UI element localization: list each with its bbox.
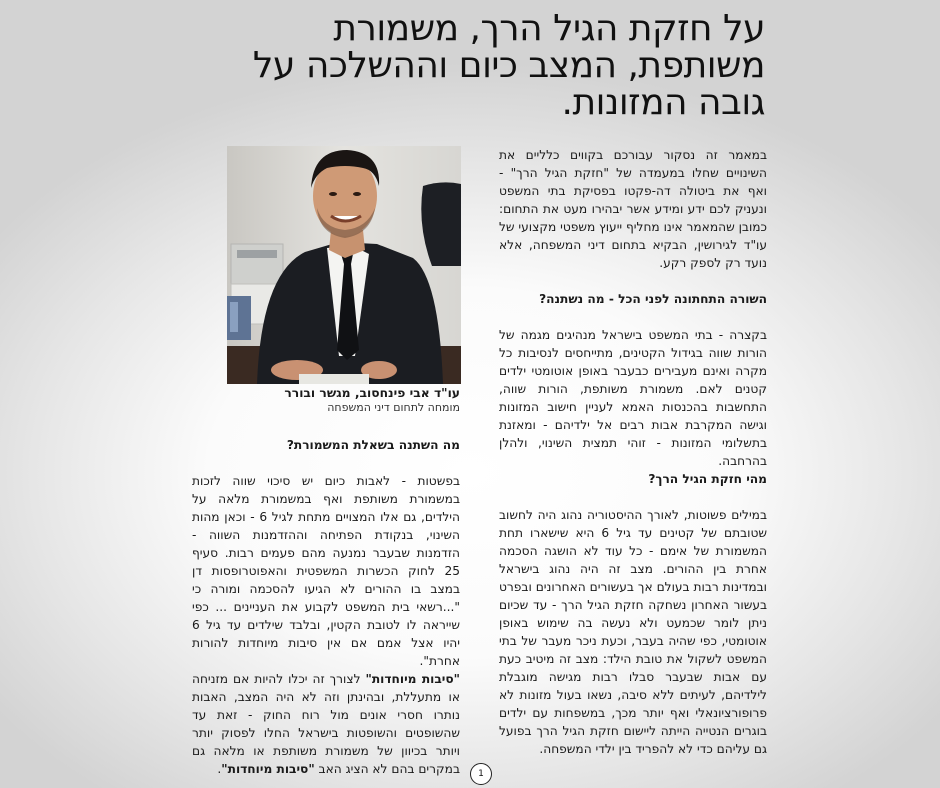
special-reasons-end: . [217, 762, 222, 776]
special-reasons-term: "סיבות מיוחדות" [365, 672, 460, 686]
heading-bottom-line: השורה התחתונה לפני הכל - מה נשתנה? [539, 292, 767, 306]
page-number: 1 [470, 763, 492, 785]
special-reasons-text: לצורך זה יכלו להיות אם מזניחה או מתעללת, ובהינתן וזה לא היה המצב, האבות נותרו חסרי אונים מול רוח החוק - זאת עד שהשופטים והשופטות בישראל החלו לפסוק יותר ויותר בכיוון של משמורת משותפת או מלאה גם במקרים בהם לא הציג האב [192, 672, 460, 776]
paragraph-custody: בפשטות - לאבות כיום יש סיכוי שווה לזכות במשמורת משותפת ואף במשמורת מלאה על הילדים, גם אלו המצויים מתחת לגיל 6 - וכאן מהות השינוי, בנקודת הפתיחה וההזדמנות השווה - הזדמנות שבעבר נמנעה מהם פעמים רבות. סעיף 25 לחוק הכשרות המשפטית והאפוטרופסות דן במצב בו ההורים לא הגיעו להסכמה ומורה כי "...רשאי בית המשפט לקבוע את העניינים ... כפי שייראה לו לטובת הקטין, ובלבד שילדים עד גיל 6 יהיו אצל אמם אם אין סיבות מיוחדות להורות אחרת". [192, 474, 460, 668]
author-role: מומחה לתחום דיני המשפחה [327, 401, 460, 414]
special-reasons-term-end: "סיבות מיוחדות" [221, 762, 315, 776]
paragraph-summary: בקצרה - בתי המשפט בישראל מנהיגים מגמה של הורות שווה בגידול הקטינים, מתייחסים לנסיבות כל מקרה ואינם מעבירים כבעבר באופן אוטומטי ילדים קטנים לאם. משמורת משותפת, הורות שווה, התחשבות בהכנסות האמא לעניין חישוב המזונות וגישה המקרבת אבות רבים אל ילדיהם - ומאזנת בתשלומי המזונות - זוהי תמצית השינוי, ולהלן בהרחבה. [499, 328, 767, 468]
author-caption [220, 385, 460, 415]
author-photo [227, 146, 461, 384]
paragraph-special-reasons [192, 670, 460, 778]
right-column [499, 146, 767, 758]
heading-tender-age: מהי חזקת הגיל הרך? [648, 472, 767, 486]
left-column [192, 436, 460, 778]
article-title: על חזקת הגיל הרך, משמורת משותפת, המצב כיום וההשלכה על גובה המזונות. [252, 8, 765, 123]
paragraph-tender-age: במילים פשוטות, לאורך ההיסטוריה נהוג היה לחשוב שטובתם של קטינים עד גיל 6 היא שישארו תחת המשמורת של אימם - כל עוד לא הושגה הסכמה אחרת בין ההורים. מצב זה היה נהוג בישראל ובמדינות רבות בעולם אך בעשורים האחרונים ובפרט בעשור האחרון נשחקה חזקת הגיל הרך - עד שכיום ניתן לומר שכמעט ולא נעשה בה שימוש באופן אוטומטי, כפי שהיה בעבר, וכעת ניכר מעבר של בתי המשפט לשקול את טובת הילד: מצב זה מיטיב כעת עם אבות שבעבר סבלו רבות מגישה מוגבלת לילדיהם, לעיתים ללא סיבה, נשאו בעול מזונות לא פרופורציונאלי ואף יותר מכך, במשפחות עם ילדים בוגרים הנטייה הייתה ליישום חזקת הגיל הרך בפועל גם עליהם כדי לא להפריד בין ילדי המשפחה. [499, 508, 768, 756]
heading-custody: מה השתנה בשאלת המשמורת? [286, 438, 460, 452]
author-name: עו"ד אבי פינחסוב, מגשר ובורר [284, 386, 460, 400]
intro-paragraph: במאמר זה נסקור עבורכם בקווים כלליים את השינויים שחלו במעמדה של "חזקת הגיל הרך" - ואף את ביטולה דה-פקטו בפסיקת בתי המשפט ונעניק לכם ידע ומידע אשר יבהירו מעט את התחום: כמובן שהמאמר אינו מחליף ייעוץ משפטי מקצועי של עו"ד לגירושין, הבקיא בתחום דיני המשפחה, אלא נועד רק לספק רקע. [499, 148, 767, 270]
